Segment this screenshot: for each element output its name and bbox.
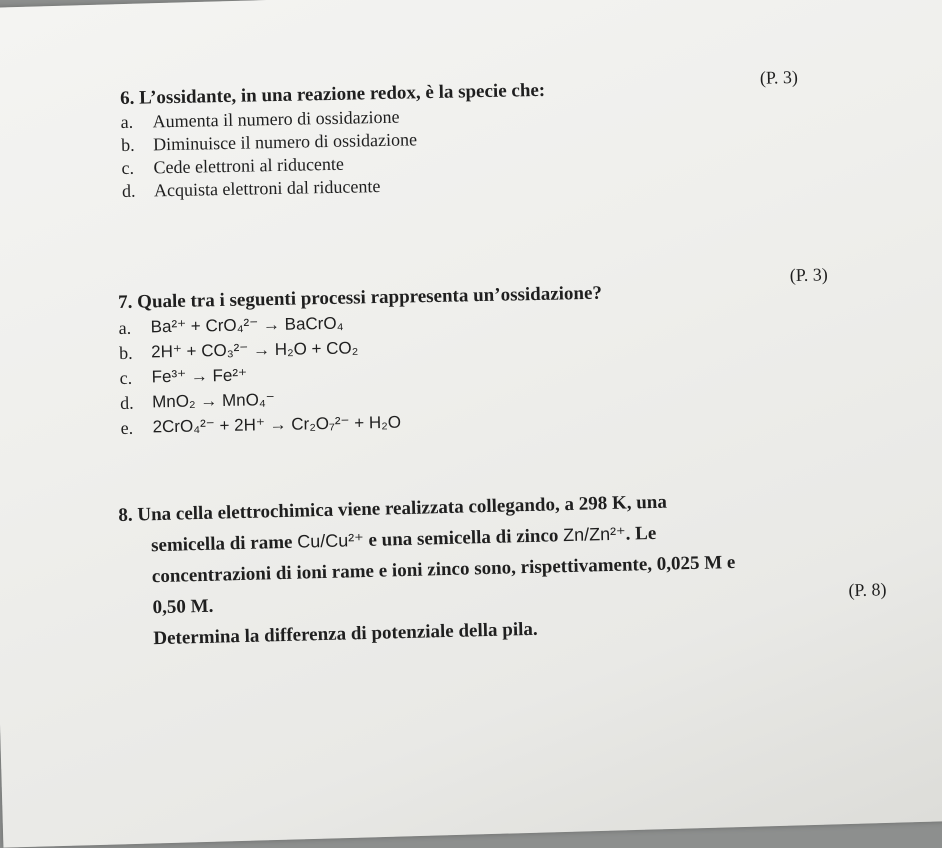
question-8-line-3: concentrazioni di ioni rame e ioni zinco sono, rispettivamente, 0,025 M e (151, 551, 736, 588)
question-7-options (118, 309, 604, 439)
question-6-points: (P. 3) (759, 66, 799, 88)
option-equation: 2CrO₄²⁻ + 2H⁺ → Cr₂O₇²⁻ + H₂O (152, 412, 402, 437)
question-8-line-2-b: e una semicella di zinco (368, 525, 559, 551)
option-letter: a. (120, 111, 134, 132)
question-7-points: (P. 3) (789, 264, 828, 286)
option-text: Diminuisce il numero di ossidazione (152, 129, 418, 155)
question-7-title: 7. Quale tra i seguenti processi rappresenta un’ossidazione? (118, 282, 603, 313)
copper-couple: Cu/Cu²⁺ (296, 530, 364, 552)
option-equation: Ba²⁺ + CrO₄²⁻ → BaCrO₄ (150, 313, 344, 337)
option-equation: 2H⁺ + CO₃²⁻ → H₂O + CO₂ (150, 338, 359, 362)
question-8-text (118, 482, 842, 655)
question-8-line-4: 0,50 M. (152, 595, 214, 619)
question-8-line-2-c: . Le (625, 522, 657, 545)
option-text: Acquista elettroni dal riducente (153, 176, 381, 201)
option-letter: a. (118, 317, 132, 338)
zinc-couple: Zn/Zn²⁺ (562, 523, 626, 546)
question-8-points: (P. 8) (848, 579, 887, 601)
option-letter: b. (118, 342, 133, 363)
question-8-line-5: Determina la differenza di potenziale della pila. (153, 618, 538, 650)
option-letter: e. (120, 417, 134, 438)
option-letter: c. (121, 157, 135, 178)
question-6-title: 6. L’ossidante, in una reazione redox, è la specie che: (120, 79, 546, 109)
option-letter: b. (120, 134, 135, 155)
question-8 (118, 482, 887, 655)
option-letter: d. (121, 180, 136, 201)
option-q7-4 (120, 409, 604, 439)
option-text: Aumenta il numero di ossidazione (152, 106, 400, 132)
question-7 (118, 264, 828, 439)
option-text: Cede elettroni al riducente (153, 153, 345, 178)
question-6-options (120, 104, 547, 202)
option-letter: c. (119, 367, 133, 388)
question-8-line-1: 8. Una cella elettrochimica viene realizzata collegando, a 298 K, una (118, 491, 668, 526)
option-equation: MnO₂ → MnO₄⁻ (151, 390, 275, 412)
question-8-line-2-a: semicella di rame (150, 531, 293, 557)
option-equation: Fe³⁺ → Fe²⁺ (151, 365, 248, 387)
question-6 (120, 66, 799, 202)
option-letter: d. (119, 392, 134, 413)
